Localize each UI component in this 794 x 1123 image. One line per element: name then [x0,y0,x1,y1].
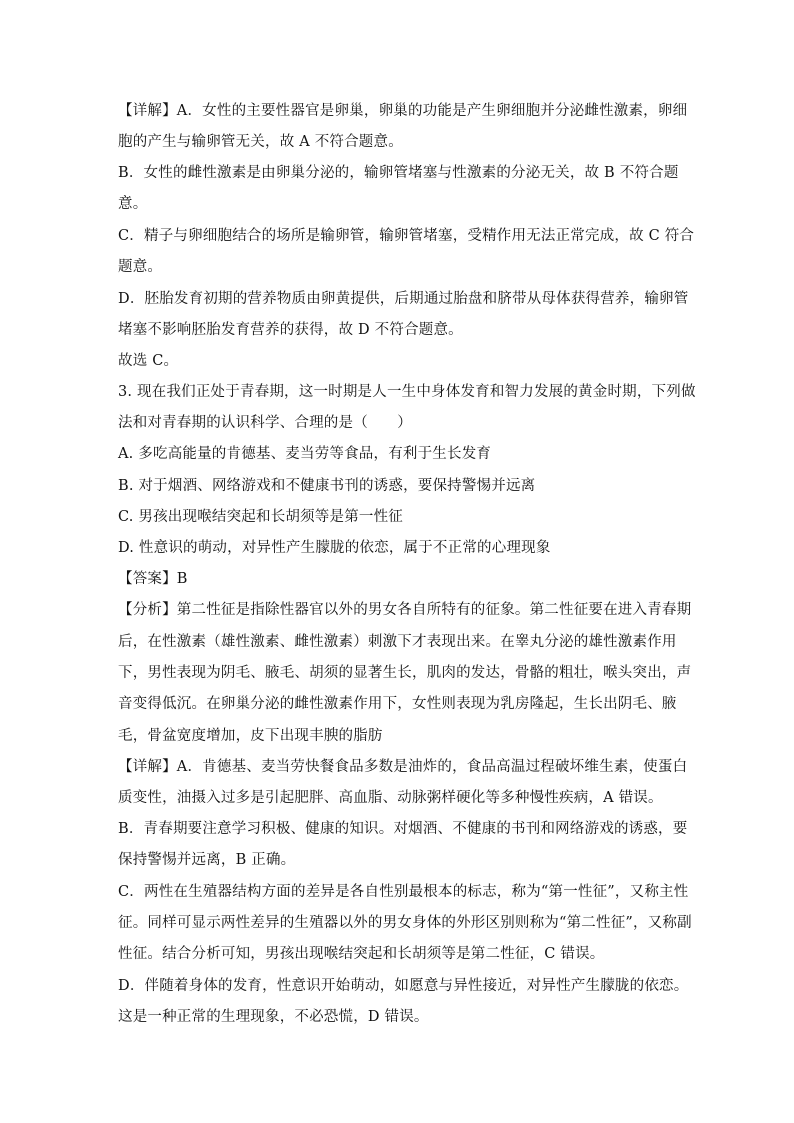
text-line: 胞的产生与输卵管无关，故 A 不符合题意。 [118,134,403,150]
text-line: 后，在性激素（雄性激素、雌性激素）刺激下才表现出来。在睾丸分泌的雄性激素作用 [118,634,677,650]
text-line: C．精子与卵细胞结合的场所是输卵管，输卵管堵塞，受精作用无法正常完成，故 C 符合 [118,228,695,244]
text-line: 毛，骨盆宽度增加，皮下出现丰腴的脂肪 [118,728,383,744]
text-line: 这是一种正常的生理现象，不必恐慌，D 错误。 [118,1009,429,1025]
text-line: 音变得低沉。在卵巢分泌的雌性激素作用下，女性则表现为乳房隆起，生长出阴毛、腋 [118,696,677,712]
text-line: D. 性意识的萌动，对异性产生朦胧的依恋，属于不正常的心理现象 [118,540,551,556]
text-line: 故选 C。 [118,353,179,369]
text-line: 下，男性表现为阴毛、腋毛、胡须的显著生长，肌肉的发达，骨骼的粗壮，喉头突出，声 [118,665,692,681]
text-line: B．女性的雌性激素是由卵巢分泌的，输卵管堵塞与性激素的分泌无关，故 B 不符合题 [118,165,679,181]
text-line: 【详解】A．肯德基、麦当劳快餐食品多数是油炸的，食品高温过程破坏维生素，使蛋白 [118,759,688,775]
text-line: 保持警惕并远离，B 正确。 [118,852,296,868]
text-line: B．青春期要注意学习积极、健康的知识。对烟酒、不健康的书刊和网络游戏的诱惑，要 [118,821,688,837]
text-line: 性征。结合分析可知，男孩出现喉结突起和长胡须等是第二性征，C 错误。 [118,946,605,962]
text-line: 征。同样可显示两性差异的生殖器以外的男女身体的外形区别则称为“第二性征”，又称副 [118,915,692,931]
text-line: D．伴随着身体的发育，性意识开始萌动，如愿意与异性接近，对异性产生朦胧的依恋。 [118,978,689,994]
text-line: C．两性在生殖器结构方面的差异是各自性别最根本的标志，称为“第一性征”，又称主性 [118,884,689,900]
text-line: A. 多吃高能量的肯德基、麦当劳等食品，有利于生长发育 [118,446,492,462]
text-line: D．胚胎发育初期的营养物质由卵黄提供，后期通过胎盘和脐带从母体获得营养，输卵管 [118,291,689,307]
text-line: 3. 现在我们正处于青春期，这一时期是人一生中身体发育和智力发展的黄金时期，下列做 [118,384,696,400]
text-line: 法和对青春期的认识科学、合理的是（ ） [118,415,412,431]
text-line: 题意。 [118,259,163,275]
text-line: 【答案】B [118,571,188,587]
text-line: 意。 [118,196,148,212]
text-line: 质变性，油摄入过多是引起肥胖、高血脂、动脉粥样硬化等多种慢性疾病，A 错误。 [118,790,663,806]
text-line: 【分析】第二性征是指除性器官以外的男女各自所特有的征象。第二性征要在进入青春期 [118,602,692,618]
text-line: C. 男孩出现喉结突起和长胡须等是第一性征 [118,509,403,525]
text-line: B. 对于烟酒、网络游戏和不健康书刊的诱惑，要保持警惕并远离 [118,478,536,494]
text-line: 【详解】A．女性的主要性器官是卵巢，卵巢的功能是产生卵细胞并分泌雌性激素，卵细 [118,103,688,119]
text-line: 堵塞不影响胚胎发育营养的获得，故 D 不符合题意。 [118,322,463,338]
